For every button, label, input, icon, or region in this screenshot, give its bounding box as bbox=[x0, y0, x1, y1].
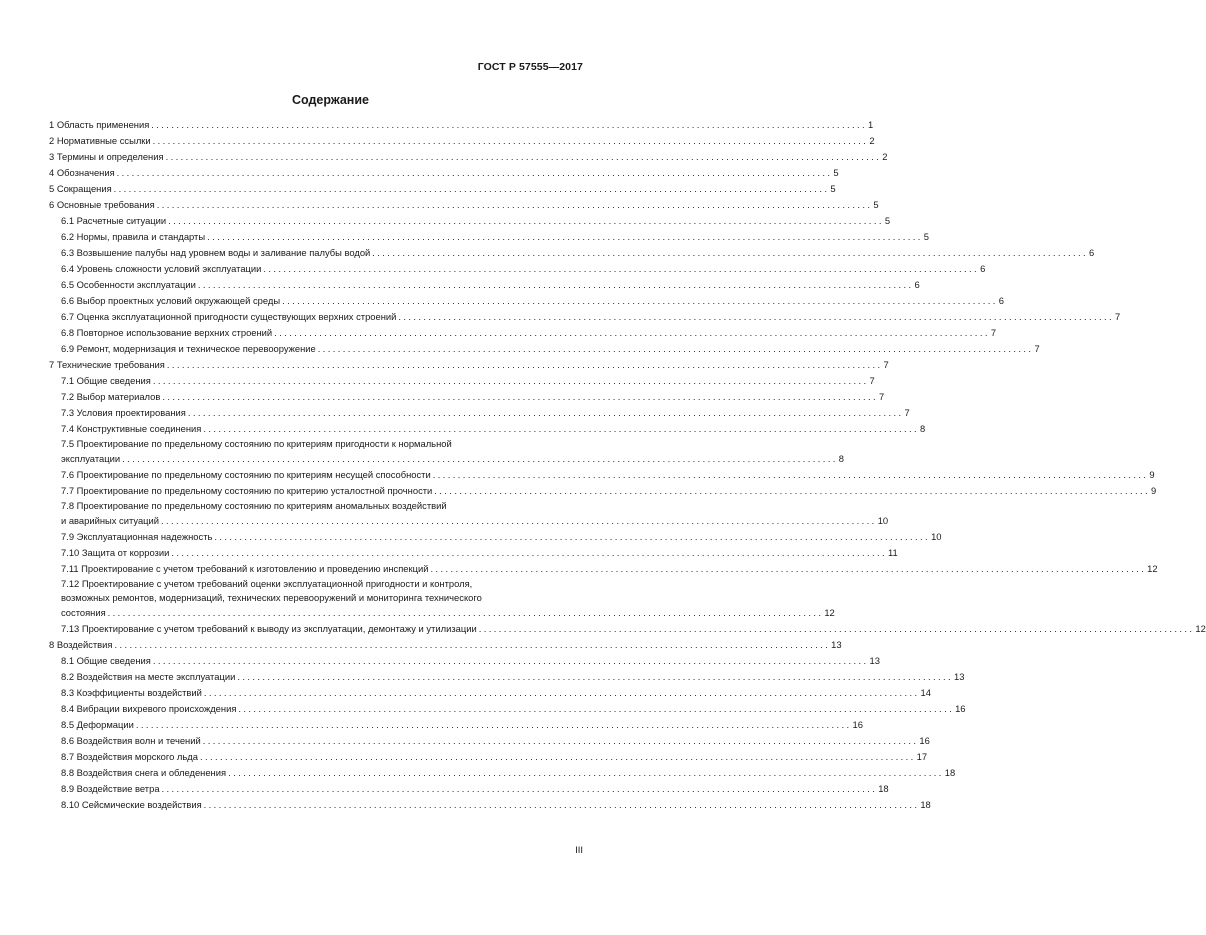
toc-entry-label: и аварийных ситуаций bbox=[61, 515, 160, 526]
toc-entry-label: 8.7 Воздействия морского льда bbox=[61, 751, 198, 762]
toc-entry-page: 5 bbox=[833, 167, 839, 178]
toc-entry-label: 6.9 Ремонт, модернизация и техническое перевооружение bbox=[61, 343, 316, 354]
toc-entry-label: 6.2 Нормы, правила и стандарты bbox=[61, 231, 206, 242]
toc-entry[interactable] bbox=[49, 653, 880, 669]
toc-entry[interactable] bbox=[49, 483, 1157, 499]
toc-entry-page: 10 bbox=[877, 515, 889, 526]
toc-entry[interactable] bbox=[49, 701, 966, 717]
toc-entry[interactable] bbox=[49, 197, 879, 213]
toc-entry-page: 7 bbox=[990, 327, 997, 338]
toc-entry-label: 8.4 Вибрации вихревого происхождения bbox=[61, 703, 237, 714]
toc-entry-page: 17 bbox=[916, 751, 928, 762]
toc-entry-label: 6.1 Расчетные ситуации bbox=[61, 215, 167, 226]
toc-leader-dots: ............................................................................................................................................... bbox=[161, 783, 878, 794]
toc-entry[interactable] bbox=[49, 405, 910, 421]
toc-entry[interactable] bbox=[49, 561, 1158, 577]
toc-leader-dots: ............................................................................................................................................... bbox=[152, 135, 869, 146]
toc-leader-dots: ............................................................................................................................................... bbox=[113, 183, 830, 194]
toc-leader-dots: ............................................................................................................................................... bbox=[207, 231, 923, 242]
toc-entry-page: 18 bbox=[944, 767, 956, 778]
toc-entry-page: 18 bbox=[878, 783, 889, 794]
toc-entry-page: 14 bbox=[920, 687, 931, 698]
toc-title: Содержание bbox=[291, 93, 369, 107]
toc-entry-label: 2 Нормативные ссылки bbox=[49, 135, 151, 146]
toc-entry-page: 2 bbox=[869, 135, 875, 146]
toc-entry-page: 7 bbox=[1034, 343, 1040, 354]
toc-leader-dots: ............................................................................................................................................... bbox=[317, 343, 1034, 354]
toc-leader-dots: ............................................................................................................................................... bbox=[202, 735, 919, 746]
toc-entry-page: 16 bbox=[919, 735, 930, 746]
toc-entry-label: возможных ремонтов, модернизаций, технических перевооружений и мониторинга технического bbox=[61, 592, 482, 603]
toc-entry-page: 12 bbox=[1147, 563, 1158, 574]
toc-entry[interactable] bbox=[49, 229, 929, 245]
toc-leader-dots: ............................................................................................................................................... bbox=[203, 423, 919, 434]
toc-entry-label: 6.5 Особенности эксплуатации bbox=[61, 279, 196, 290]
toc-entry-label: 8.2 Воздействия на месте эксплуатации bbox=[61, 671, 236, 682]
toc-entry-label: 7.3 Условия проектирования bbox=[61, 407, 186, 418]
toc-entry[interactable] bbox=[49, 421, 926, 437]
toc-leader-dots: ............................................................................................................................................... bbox=[152, 375, 869, 386]
toc-leader-dots: ............................................................................................................................................... bbox=[430, 563, 1147, 574]
toc-entry-label: 8.6 Воздействия волн и течений bbox=[61, 735, 201, 746]
toc-entry-label: состояния bbox=[61, 607, 106, 618]
toc-leader-dots: ............................................................................................................................................... bbox=[197, 279, 914, 290]
toc-entry-label: 7.11 Проектирование с учетом требований к изготовлению и проведению инспекций bbox=[61, 563, 429, 574]
toc-entry-label: 7.7 Проектирование по предельному состоянию по критерию усталостной прочности bbox=[61, 485, 433, 496]
toc-entry[interactable] bbox=[49, 261, 986, 277]
toc-leader-dots: ............................................................................................................................................... bbox=[203, 687, 920, 698]
toc-leader-dots: ............................................................................................................................................... bbox=[203, 799, 920, 810]
toc-entry-label: 7.5 Проектирование по предельному состоянию по критериям пригодности к нормальной bbox=[61, 438, 452, 449]
toc-entry-page: 5 bbox=[873, 199, 879, 210]
toc-leader-dots: ............................................................................................................................................... bbox=[156, 199, 873, 210]
toc-leader-dots: ............................................................................................................................................... bbox=[152, 655, 869, 666]
toc-entry-page: 13 bbox=[869, 655, 880, 666]
toc-entry-page: 9 bbox=[1150, 485, 1157, 496]
toc-leader-dots: ............................................................................................................................................... bbox=[122, 453, 838, 464]
toc-leader-dots: ............................................................................................................................................... bbox=[165, 151, 882, 162]
toc-entry-label: 7.13 Проектирование с учетом требований к выводу из эксплуатации, демонтажу и утилизации bbox=[61, 623, 477, 634]
toc-entry-label: 7 Технические требования bbox=[49, 359, 165, 370]
toc-entry[interactable] bbox=[49, 245, 1095, 261]
toc-entry-page: 12 bbox=[1195, 623, 1206, 634]
toc-entry-page: 5 bbox=[923, 231, 929, 242]
toc-entry-label: 7.8 Проектирование по предельному состоянию по критериям аномальных воздействий bbox=[61, 500, 447, 511]
toc-entry-label: 8.10 Сейсмические воздействия bbox=[61, 799, 202, 810]
toc-entry-page: 5 bbox=[884, 215, 891, 226]
toc-leader-dots: ............................................................................................................................................... bbox=[398, 311, 1115, 322]
toc-entry-page: 16 bbox=[955, 703, 966, 714]
toc-entry-label: 6.8 Повторное использование верхних строений bbox=[61, 327, 273, 338]
toc-entry[interactable] bbox=[49, 437, 844, 467]
toc-entry-page: 9 bbox=[1149, 469, 1155, 480]
toc-entry[interactable] bbox=[49, 389, 885, 405]
toc-entry[interactable] bbox=[49, 149, 888, 165]
toc-leader-dots: ............................................................................................................................................... bbox=[171, 547, 887, 558]
toc-leader-dots: ............................................................................................................................................... bbox=[237, 671, 953, 682]
toc-leader-dots: ............................................................................................................................................... bbox=[432, 469, 1149, 480]
toc-entry-page: 7 bbox=[1115, 311, 1121, 322]
toc-entry-label: 8 Воздействия bbox=[49, 639, 113, 650]
toc-entry[interactable] bbox=[49, 749, 928, 765]
toc-leader-dots: ............................................................................................................................................... bbox=[114, 639, 831, 650]
toc-entry-label: 7.9 Эксплуатационная надежность bbox=[61, 531, 213, 542]
toc-entry-page: 8 bbox=[920, 423, 926, 434]
toc-entry[interactable] bbox=[49, 357, 889, 373]
toc-leader-dots: ............................................................................................................................................... bbox=[161, 515, 877, 526]
toc-entry-label: эксплуатации bbox=[61, 453, 121, 464]
toc-entry[interactable] bbox=[49, 277, 920, 293]
toc-leader-dots: ............................................................................................................................................... bbox=[116, 167, 833, 178]
toc-leader-dots: ............................................................................................................................................... bbox=[162, 391, 878, 402]
toc-entry-label: 6.4 Уровень сложности условий эксплуатации bbox=[61, 263, 262, 274]
toc-entry-label: 6 Основные требования bbox=[49, 199, 155, 210]
toc-entry-label: 6.3 Возвышение палубы над уровнем воды и заливание палубы водой bbox=[61, 247, 371, 258]
toc-entry[interactable] bbox=[49, 577, 835, 621]
toc-entry-label: 5 Сокращения bbox=[49, 183, 112, 194]
toc-entry[interactable] bbox=[49, 529, 942, 545]
toc-entry-page: 5 bbox=[830, 183, 836, 194]
toc-entry-page: 11 bbox=[888, 547, 898, 558]
toc-entry-page: 6 bbox=[998, 295, 1004, 306]
toc-entry[interactable] bbox=[49, 669, 965, 685]
toc-entry[interactable] bbox=[49, 797, 931, 813]
toc-entry-page: 12 bbox=[824, 607, 835, 618]
toc-entry-page: 6 bbox=[914, 279, 920, 290]
toc-leader-dots: ............................................................................................................................................... bbox=[151, 119, 867, 130]
toc-entry[interactable] bbox=[49, 781, 889, 797]
toc-entry-page: 7 bbox=[904, 407, 910, 418]
toc-leader-dots: ............................................................................................................................................... bbox=[199, 751, 916, 762]
toc-entry-page: 8 bbox=[838, 453, 844, 464]
toc-entry-label: 1 Область применения bbox=[49, 119, 150, 130]
toc-leader-dots: ............................................................................................................................................... bbox=[168, 215, 884, 226]
toc-entry[interactable] bbox=[49, 621, 1206, 637]
toc-entry-page: 16 bbox=[852, 719, 863, 730]
toc-entry-label: 7.6 Проектирование по предельному состоянию по критериям несущей способности bbox=[61, 469, 431, 480]
toc-entry-label: 8.9 Воздействие ветра bbox=[61, 783, 160, 794]
toc-entry[interactable] bbox=[49, 165, 839, 181]
toc-entry[interactable] bbox=[49, 733, 930, 749]
toc-entry[interactable] bbox=[49, 293, 1004, 309]
toc-entry[interactable] bbox=[49, 717, 863, 733]
toc-entry[interactable] bbox=[49, 373, 875, 389]
toc-entry-label: 7.12 Проектирование с учетом требований оценки эксплуатационной пригодности и контроля, bbox=[61, 578, 473, 589]
toc-entry-label: 3 Термины и определения bbox=[49, 151, 164, 162]
toc-entry[interactable] bbox=[49, 685, 931, 701]
page-number: III bbox=[575, 845, 583, 856]
toc-entry[interactable] bbox=[49, 213, 891, 229]
toc-leader-dots: ............................................................................................................................................... bbox=[107, 607, 824, 618]
toc-entry-label: 7.10 Защита от коррозии bbox=[61, 547, 170, 558]
toc-entry-page: 6 bbox=[980, 263, 986, 274]
toc-entry-page: 13 bbox=[831, 639, 842, 650]
toc-leader-dots: ............................................................................................................................................... bbox=[214, 531, 931, 542]
toc-leader-dots: ............................................................................................................................................... bbox=[228, 767, 944, 778]
toc-entry-label: 4 Обозначения bbox=[49, 167, 115, 178]
document-code: ГОСТ Р 57555—2017 bbox=[477, 61, 583, 73]
toc-entry[interactable] bbox=[49, 181, 836, 197]
toc-leader-dots: ............................................................................................................................................... bbox=[434, 485, 1150, 496]
toc-entry-page: 1 bbox=[867, 119, 874, 130]
toc-entry[interactable] bbox=[49, 545, 898, 561]
toc-entry[interactable] bbox=[49, 499, 889, 529]
toc-leader-dots: ............................................................................................................................................... bbox=[478, 623, 1195, 634]
toc-entry-label: 8.3 Коэффициенты воздействий bbox=[61, 687, 202, 698]
toc-entry-label: 6.6 Выбор проектных условий окружающей среды bbox=[61, 295, 281, 306]
toc-entry-page: 7 bbox=[879, 391, 885, 402]
toc-entry-label: 8.5 Деформации bbox=[61, 719, 134, 730]
toc-entry[interactable] bbox=[49, 133, 875, 149]
toc-leader-dots: ............................................................................................................................................... bbox=[238, 703, 955, 714]
toc-entry-label: 7.4 Конструктивные соединения bbox=[61, 423, 202, 434]
toc-entry-label: 7.1 Общие сведения bbox=[61, 375, 151, 386]
toc-entry-page: 7 bbox=[869, 375, 875, 386]
toc-leader-dots: ............................................................................................................................................... bbox=[372, 247, 1088, 258]
toc-entry[interactable] bbox=[49, 637, 842, 653]
toc-entry-label: 8.8 Воздействия снега и обледенения bbox=[61, 767, 227, 778]
toc-leader-dots: ............................................................................................................................................... bbox=[166, 359, 883, 370]
toc-entry[interactable] bbox=[49, 325, 997, 341]
toc-entry[interactable] bbox=[49, 765, 956, 781]
toc-leader-dots: ............................................................................................................................................... bbox=[135, 719, 852, 730]
table-of-contents bbox=[49, 117, 1206, 813]
toc-entry-page: 2 bbox=[882, 151, 888, 162]
toc-entry-label: 7.2 Выбор материалов bbox=[61, 391, 161, 402]
toc-entry[interactable] bbox=[49, 341, 1040, 357]
toc-leader-dots: ............................................................................................................................................... bbox=[187, 407, 904, 418]
toc-entry-page: 18 bbox=[920, 799, 931, 810]
toc-entry[interactable] bbox=[49, 309, 1121, 325]
toc-entry-page: 13 bbox=[953, 671, 965, 682]
toc-entry[interactable] bbox=[49, 117, 874, 133]
toc-entry-label: 6.7 Оценка эксплуатационной пригодности существующих верхних строений bbox=[61, 311, 397, 322]
toc-leader-dots: ............................................................................................................................................... bbox=[274, 327, 990, 338]
toc-entry-page: 10 bbox=[931, 531, 942, 542]
toc-leader-dots: ............................................................................................................................................... bbox=[263, 263, 980, 274]
toc-entry-page: 7 bbox=[883, 359, 889, 370]
toc-leader-dots: ............................................................................................................................................... bbox=[282, 295, 998, 306]
toc-entry-page: 6 bbox=[1088, 247, 1095, 258]
toc-entry-label: 8.1 Общие сведения bbox=[61, 655, 151, 666]
toc-entry[interactable] bbox=[49, 467, 1155, 483]
